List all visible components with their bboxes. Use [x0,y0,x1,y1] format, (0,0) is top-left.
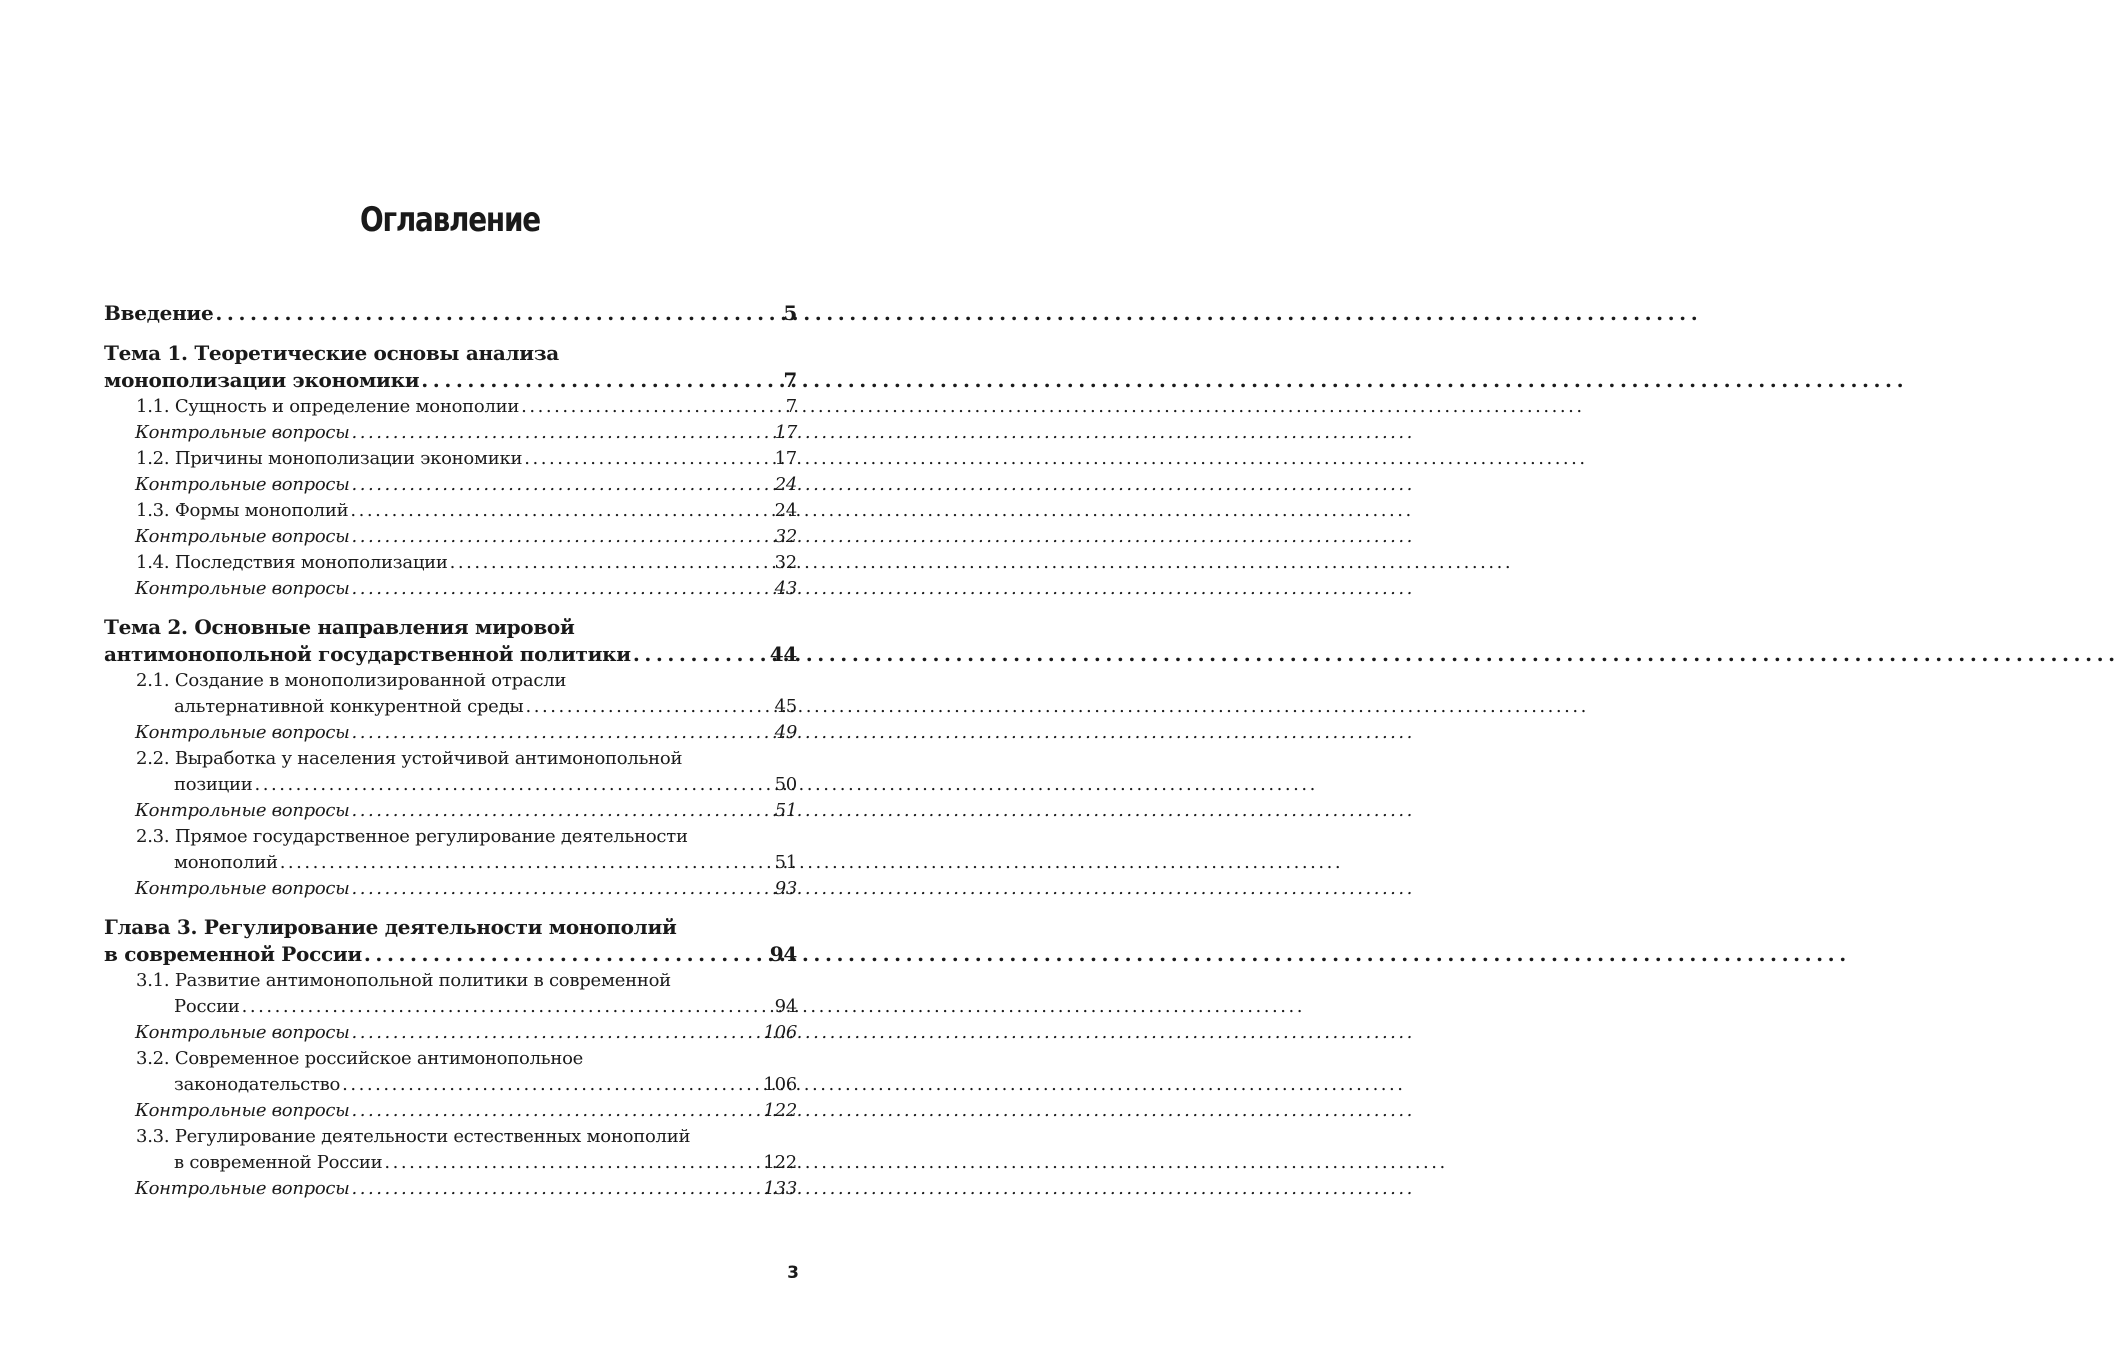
dot-leader [526,694,773,720]
toc-entry-title: 2.1. Создание в монополизированной отрасли [136,670,567,691]
toc-entry-section-1-2[interactable] [104,446,797,472]
table-of-contents [104,298,797,1202]
toc-entry-chapter-3[interactable] [104,914,797,968]
toc-entry-title: 3.1. Развитие антимонопольной политики в современной [136,970,671,991]
toc-entry-questions-3-1[interactable] [104,1020,797,1046]
dot-leader [215,298,781,328]
toc-page-number: 94 [774,996,797,1017]
page-number: 3 [787,1263,799,1283]
toc-entry-section-2-2[interactable] [104,746,797,798]
dot-leader [352,1176,762,1202]
toc-entry-questions-2-3[interactable] [104,876,797,902]
toc-entry-title: Контрольные вопросы [135,1022,350,1043]
toc-page-number: 45 [774,696,797,717]
toc-entry-title: Контрольные вопросы [135,526,350,547]
toc-entry-title-cont: монополий [174,852,278,873]
toc-entry-title-cont: России [174,996,240,1017]
toc-page-number: 133 [763,1178,797,1199]
toc-entry-questions-2-2[interactable] [104,798,797,824]
toc-entry-title: 2.3. Прямое государственное регулирование деятельности [136,826,688,847]
dot-leader [242,994,773,1020]
page-title: Оглавление [360,200,540,240]
toc-page-number: 94 [769,942,797,966]
toc-entry-title: 2.2. Выработка у населения устойчивой антимонопольной [136,748,683,769]
toc-entry-title: Тема 1. Теоретические основы анализа [104,341,559,365]
toc-entry-title: 1.1. Сущность и определение монополии [136,396,520,417]
toc-entry-title: Глава 3. Регулирование деятельности монополий [104,915,677,939]
toc-entry-title-cont: позиции [174,774,253,795]
toc-entry-questions-1-1[interactable] [104,420,797,446]
toc-page-number: 51 [774,852,797,873]
toc-entry-title: Контрольные вопросы [135,422,350,443]
toc-page-number: 7 [783,368,797,392]
toc-entry-title: Контрольные вопросы [135,578,350,599]
toc-page-number: 122 [763,1100,797,1121]
toc-entry-introduction[interactable] [104,298,797,328]
toc-entry-section-2-1[interactable] [104,668,797,720]
dot-leader [521,394,784,420]
dot-leader [633,641,768,668]
toc-page-number: 106 [763,1074,797,1095]
toc-entry-section-2-3[interactable] [104,824,797,876]
toc-entry-questions-1-2[interactable] [104,472,797,498]
toc-entry-questions-3-3[interactable] [104,1176,797,1202]
toc-page-number: 43 [774,578,797,599]
dot-leader [352,1098,762,1124]
toc-entry-section-1-3[interactable] [104,498,797,524]
toc-entry-title: Контрольные вопросы [135,722,350,743]
toc-page-number: 5 [783,301,797,325]
dot-leader [280,850,773,876]
toc-entry-title: Контрольные вопросы [135,878,350,899]
toc-entry-section-1-1[interactable] [104,394,797,420]
toc-page-number: 122 [763,1152,797,1173]
toc-entry-questions-2-1[interactable] [104,720,797,746]
toc-page-number: 44 [769,642,797,666]
toc-entry-title: Контрольные вопросы [135,800,350,821]
toc-entry-title: 1.2. Причины монополизации экономики [136,448,523,469]
toc-entry-title-cont: антимонопольной государственной политики [104,642,631,666]
dot-leader [421,367,781,394]
toc-entry-section-3-2[interactable] [104,1046,797,1098]
toc-entry-title: 3.3. Регулирование деятельности естественных монополий [136,1126,691,1147]
dot-leader [342,1072,761,1098]
toc-entry-section-3-1[interactable] [104,968,797,1020]
toc-entry-title-cont: в современной России [174,1152,383,1173]
dot-leader [254,772,772,798]
toc-page-number: 24 [774,500,797,521]
toc-entry-title: Введение [104,301,214,325]
dot-leader [352,1020,762,1046]
toc-page-number: 32 [774,552,797,573]
toc-entry-questions-1-4[interactable] [104,576,797,602]
dot-leader [364,941,768,968]
toc-entry-title-cont: монополизации экономики [104,368,420,392]
toc-page-number: 32 [774,526,797,547]
dot-leader [352,876,773,902]
dot-leader [352,472,773,498]
toc-page-number: 50 [774,774,797,795]
toc-entry-questions-1-3[interactable] [104,524,797,550]
toc-page-number: 24 [774,474,797,495]
toc-entry-title: Контрольные вопросы [135,1100,350,1121]
dot-leader [352,798,773,824]
toc-page-number: 7 [785,396,797,417]
dot-leader [524,446,772,472]
dot-leader [450,550,773,576]
toc-entry-questions-3-2[interactable] [104,1098,797,1124]
toc-page-number: 93 [774,878,797,899]
toc-entry-section-1-4[interactable] [104,550,797,576]
dot-leader [352,524,773,550]
toc-entry-topic-1[interactable] [104,340,797,394]
toc-entry-title: Контрольные вопросы [135,474,350,495]
dot-leader [352,420,773,446]
toc-page-number: 17 [774,422,797,443]
toc-entry-section-3-3[interactable] [104,1124,797,1176]
toc-entry-title: 1.3. Формы монополий [136,500,349,521]
toc-page-number: 49 [774,722,797,743]
toc-entry-topic-2[interactable] [104,614,797,668]
toc-entry-title-cont: законодательство [174,1074,341,1095]
toc-entry-title: Контрольные вопросы [135,1178,350,1199]
toc-entry-title: 1.4. Последствия монополизации [136,552,448,573]
toc-entry-title-cont: в современной России [104,942,362,966]
toc-page-number: 106 [763,1022,797,1043]
dot-leader [352,576,773,602]
toc-page-number: 51 [774,800,797,821]
dot-leader [352,720,773,746]
toc-page-number: 17 [774,448,797,469]
dot-leader [384,1150,761,1176]
toc-entry-title-cont: альтернативной конкурентной среды [174,696,524,717]
toc-entry-title: 3.2. Современное российское антимонопольное [136,1048,584,1069]
toc-entry-title: Тема 2. Основные направления мировой [104,615,575,639]
dot-leader [350,498,772,524]
